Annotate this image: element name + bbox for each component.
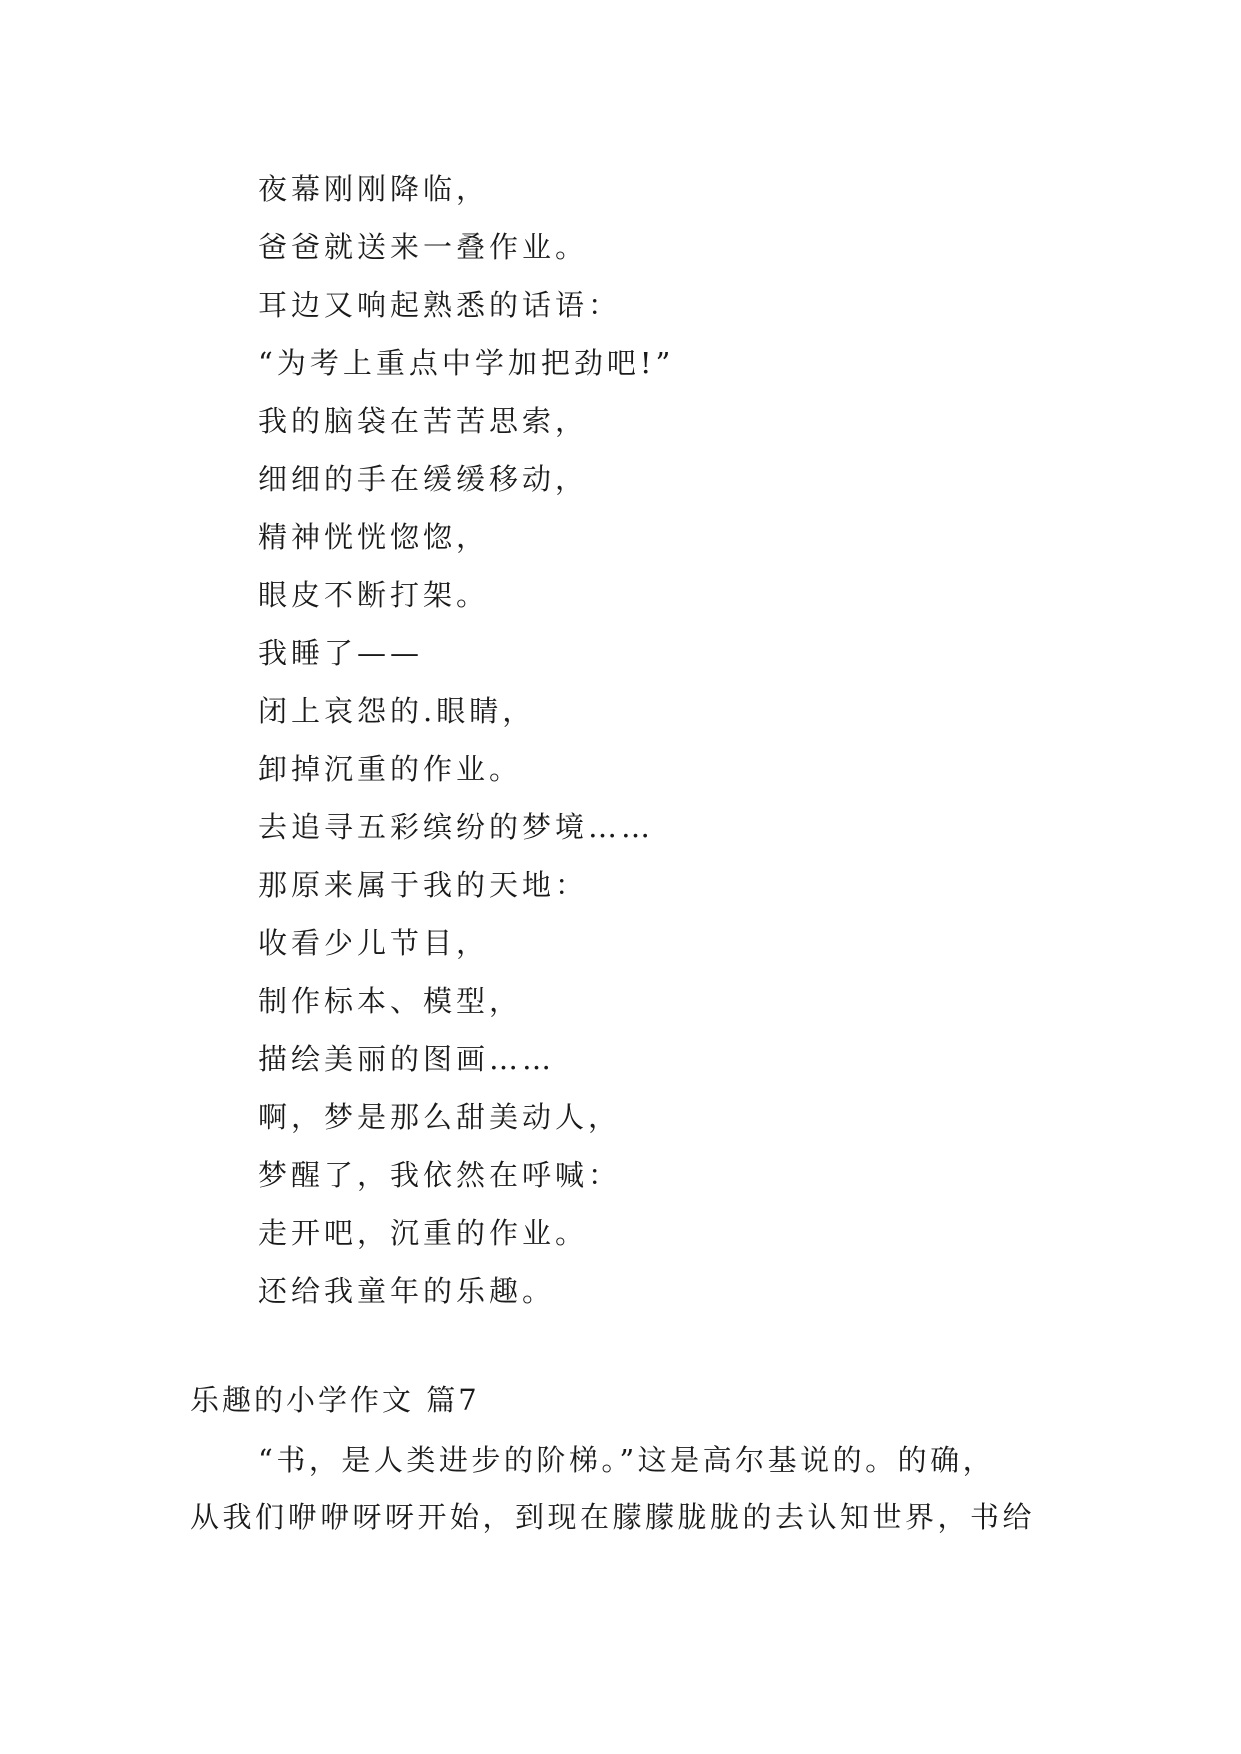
poem-line: 还给我童年的乐趣。 xyxy=(258,1274,556,1308)
poem-line: “为考上重点中学加把劲吧!” xyxy=(258,346,675,380)
paragraph-line: 从我们咿咿呀呀开始，到现在朦朦胧胧的去认知世界，书给 xyxy=(190,1500,1036,1534)
poem-line: 我的脑袋在苦苦思索， xyxy=(258,404,589,438)
poem-line: 收看少儿节目， xyxy=(258,926,490,960)
poem-line: 精神恍恍惚惚， xyxy=(258,520,490,554)
poem-line: 夜幕刚刚降临， xyxy=(258,172,490,206)
poem xyxy=(258,160,674,1320)
paragraph-line: “书，是人类进步的阶梯。”这是高尔基说的。的确， xyxy=(258,1443,996,1477)
poem-line: 走开吧，沉重的作业。 xyxy=(258,1216,589,1250)
poem-line: 爸爸就送来一叠作业。 xyxy=(258,230,589,264)
poem-line: 耳边又响起熟悉的话语： xyxy=(258,288,622,322)
poem-line: 那原来属于我的天地： xyxy=(258,868,589,902)
poem-line: 去追寻五彩缤纷的梦境…… xyxy=(258,810,655,844)
poem-line: 眼皮不断打架。 xyxy=(258,578,490,612)
poem-line: 制作标本、模型， xyxy=(258,984,523,1018)
poem-line: 梦醒了，我依然在呼喊： xyxy=(258,1158,622,1192)
poem-line: 我睡了—— xyxy=(258,636,424,670)
poem-line: 卸掉沉重的作业。 xyxy=(258,752,523,786)
poem-line: 细细的手在缓缓移动， xyxy=(258,462,589,496)
poem-line: 闭上哀怨的.眼睛， xyxy=(258,694,536,728)
poem-line: 啊，梦是那么甜美动人， xyxy=(258,1100,622,1134)
poem-line: 描绘美丽的图画…… xyxy=(258,1042,556,1076)
section-heading: 乐趣的小学作文 篇7 xyxy=(190,1383,480,1417)
